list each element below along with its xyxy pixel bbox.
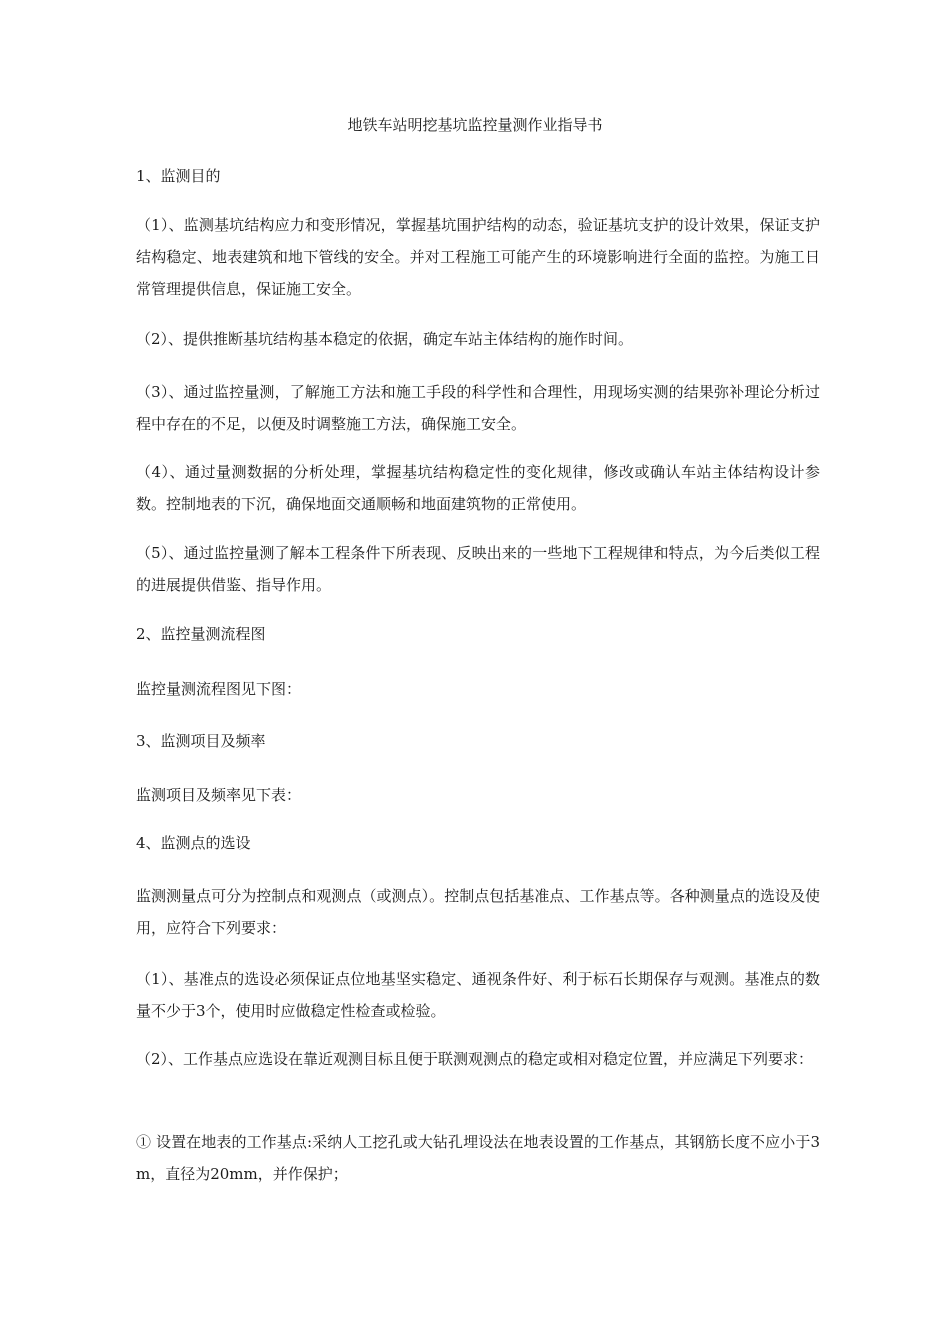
section-heading-2: 2、监控量测流程图 bbox=[136, 625, 266, 643]
paragraph-2-1: 监控量测流程图见下图： bbox=[136, 680, 302, 698]
paragraph-1-1: （1）、监测基坑结构应力和变形情况，掌握基坑围护结构的动态，验证基坑支护的设计效果，保证支护结构稳定、地表建筑和地下管线的安全。并对工程施工可能产生的环境影响进行全面的监控。为施工日常管理提供信息，保证施工安全。 bbox=[136, 216, 820, 298]
paragraph-3-1: 监测项目及频率见下表： bbox=[136, 786, 302, 804]
section-heading-3: 3、监测项目及频率 bbox=[136, 732, 266, 750]
paragraph-1-4: （4）、通过量测数据的分析处理，掌握基坑结构稳定性的变化规律，修改或确认车站主体结构设计参数。控制地表的下沉，确保地面交通顺畅和地面建筑物的正常使用。 bbox=[136, 463, 820, 513]
paragraph-1-3: （3）、通过监控量测，了解施工方法和施工手段的科学性和合理性，用现场实测的结果弥补理论分析过程中存在的不足，以便及时调整施工方法，确保施工安全。 bbox=[136, 383, 820, 433]
paragraph-4-2: （1）、基准点的选设必须保证点位地基坚实稳定、通视条件好、利于标石长期保存与观测。基准点的数量不少于3个，使用时应做稳定性检查或检验。 bbox=[136, 970, 820, 1020]
paragraph-4-3: （2）、工作基点应选设在靠近观测目标且便于联测观测点的稳定或相对稳定位置，并应满足下列要求： bbox=[136, 1050, 814, 1068]
section-heading-4: 4、监测点的选设 bbox=[136, 834, 251, 852]
paragraph-1-2: （2）、提供推断基坑结构基本稳定的依据，确定车站主体结构的施作时间。 bbox=[136, 330, 634, 348]
paragraph-4-1: 监测测量点可分为控制点和观测点（或测点）。控制点包括基准点、工作基点等。各种测量点的选设及使用，应符合下列要求： bbox=[136, 887, 820, 937]
document-title: 地铁车站明挖基坑监控量测作业指导书 bbox=[347, 116, 603, 134]
section-heading-1: 1、监测目的 bbox=[136, 167, 221, 185]
paragraph-1-5: （5）、通过监控量测了解本工程条件下所表现、反映出来的一些地下工程规律和特点，为今后类似工程的进展提供借鉴、指导作用。 bbox=[136, 544, 820, 594]
paragraph-4-4: ① 设置在地表的工作基点:采纳人工挖孔或大钻孔埋设法在地表设置的工作基点，其钢筋长度不应小于3m，直径为20mm，并作保护； bbox=[136, 1133, 820, 1183]
